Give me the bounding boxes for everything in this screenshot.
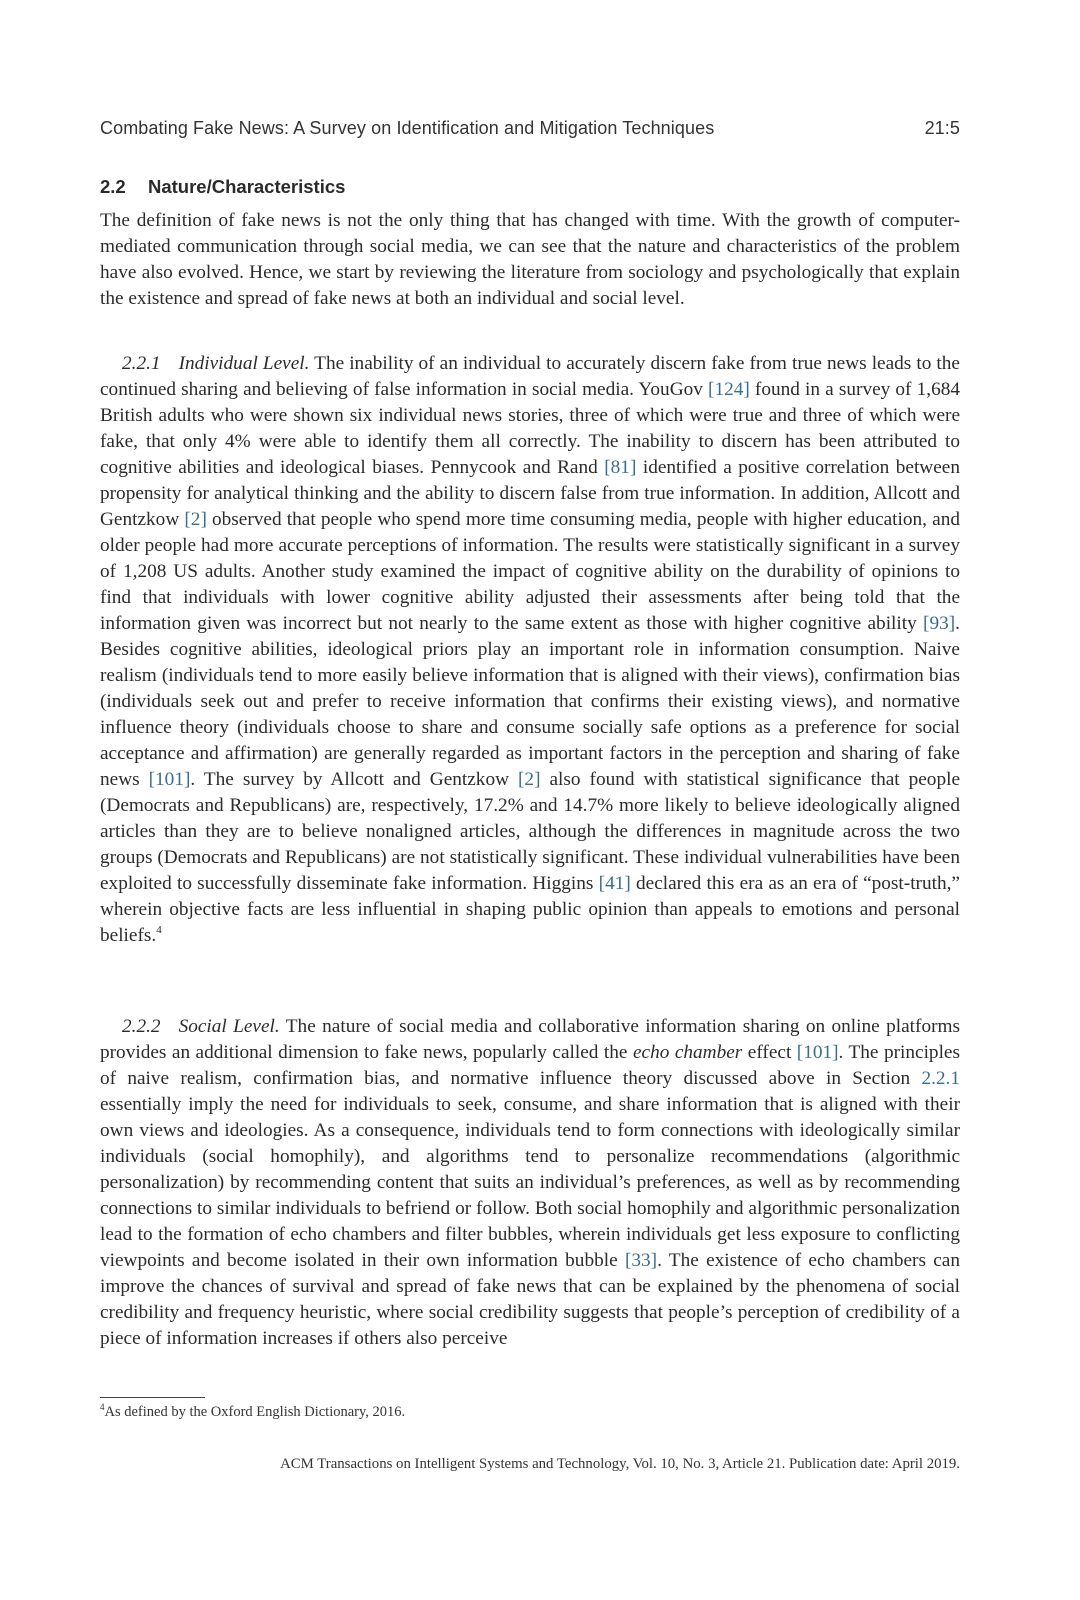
text-segment: effect xyxy=(742,1042,797,1063)
footnote-divider xyxy=(100,1397,205,1398)
subsection-number: 2.2.2 xyxy=(122,1016,161,1037)
citation-link[interactable]: [101] xyxy=(796,1042,839,1063)
citation-link[interactable]: [124] xyxy=(708,379,750,400)
intro-paragraph: The definition of fake news is not the only thing that has changed with time. With the growth of computer-mediated communication through social media, we can see that the nature and characteristics of the problem have also evolved. Hence, we start by reviewing the literature from sociology and psychologically that explain the existence and spread of fake news at both an individual and social level. xyxy=(100,210,960,309)
footnote-marker[interactable]: 4 xyxy=(156,924,162,936)
text-segment: found in a survey of 1,684 British adults who were shown six individual news stories, three of which were true and three of which were fake, that only 4% were able to identify them all correctly. The inability to discern has been attributed to cognitive abilities and ideological biases. Pennycook and Rand xyxy=(100,379,960,478)
running-footer: ACM Transactions on Intelligent Systems and Technology, Vol. 10, No. 3, Article 21. Publication date: April 2019. xyxy=(280,1456,960,1472)
text-segment: . The existence of echo chambers can improve the chances of survival and spread of fake news that can be explained by the phenomena of social credibility and frequency heuristic, where social credibility suggests that people’s perception of credibility of a piece of information increases if others also perceive xyxy=(100,1250,960,1349)
text-segment: observed that people who spend more time consuming media, people with higher education, and older people had more accurate perceptions of information. The results were statistically significant in a survey of 1,208 US adults. Another study examined the impact of cognitive ability on the durability of opinions to find that individuals with lower cognitive ability adjusted their assessments after being told that the information given was incorrect but not nearly to the same extent as those with higher cognitive ability xyxy=(100,509,960,634)
emphasized-term: echo chamber xyxy=(632,1042,743,1063)
individual-level-paragraph xyxy=(100,351,960,949)
text-segment: . The survey by Allcott and Gentzkow xyxy=(190,769,519,790)
page-number: 21:5 xyxy=(924,118,960,138)
social-level-paragraph xyxy=(100,1014,960,1352)
section-reference-link[interactable]: 2.2.1 xyxy=(921,1068,960,1089)
subsection-title: Individual Level. xyxy=(178,353,310,374)
footnote xyxy=(100,1404,405,1421)
citation-link[interactable]: [41] xyxy=(598,873,631,894)
section-number: 2.2 xyxy=(100,176,126,197)
subsection-title: Social Level. xyxy=(178,1016,280,1037)
citation-link[interactable]: [93] xyxy=(923,613,956,634)
section-heading xyxy=(100,176,345,198)
text-segment: essentially imply the need for individuals to seek, consume, and share information that is aligned with their own views and ideologies. As a consequence, individuals tend to form connections with ideologically similar individuals (social homophily), and algorithms tend to personalize recommendations (algorithmic personalization) by recommending content that suits an individual’s preferences, as well as by recommending connections to similar individuals to befriend or follow. Both social homophily and algorithmic personalization lead to the formation of echo chambers and filter bubbles, wherein individuals get less exposure to conflicting viewpoints and become isolated in their own information bubble xyxy=(100,1094,960,1271)
running-header xyxy=(100,118,960,139)
text-segment: also found with statistical significance that people (Democrats and Republicans) are, respectively, 17.2% and 14.7% more likely to believe ideologically aligned articles than they are to believe nonaligned articles, although the differences in magnitude across the two groups (Democrats and Republicans) are not statistically significant. These individual vulnerabilities have been exploited to successfully disseminate fake information. Higgins xyxy=(100,769,961,894)
running-title: Combating Fake News: A Survey on Identification and Mitigation Techniques xyxy=(100,118,715,138)
text-segment: . Besides cognitive abilities, ideological priors play an important role in information consumption. Naive realism (individuals tend to more easily believe information that is aligned with their views), confirmation bias (individuals seek out and prefer to receive information that confirms their existing views), and normative influence theory (individuals choose to share and consume socially safe options as a preference for social acceptance and affirmation) are generally regarded as important factors in the perception and sharing of fake news xyxy=(100,613,960,790)
subsection-number: 2.2.1 xyxy=(122,353,161,374)
section-title: Nature/Characteristics xyxy=(148,176,346,197)
citation-link[interactable]: [2] xyxy=(184,509,207,530)
text-segment: identified a positive correlation between propensity for analytical thinking and the ability to discern false from true information. In addition, Allcott and Gentzkow xyxy=(100,457,960,530)
footnote-text: As defined by the Oxford English Dictionary, 2016. xyxy=(104,1404,406,1420)
citation-link[interactable]: [2] xyxy=(518,769,541,790)
text-segment: The inability of an individual to accurately discern fake from true news leads to the continued sharing and believing of false information in social media. YouGov xyxy=(100,353,960,400)
text-segment: The nature of social media and collaborative information sharing on online platforms provides an additional dimension to fake news, popularly called the xyxy=(100,1016,961,1063)
citation-link[interactable]: [81] xyxy=(604,457,637,478)
footnote-number: 4 xyxy=(100,1402,105,1412)
text-segment: . The principles of naive realism, confirmation bias, and normative influence theory discussed above in Section xyxy=(100,1042,960,1089)
text-segment: declared this era as an era of “post-truth,” wherein objective facts are less influential in shaping public opinion than appeals to emotions and personal beliefs. xyxy=(100,873,960,946)
citation-link[interactable]: [33] xyxy=(624,1250,658,1271)
citation-link[interactable]: [101] xyxy=(148,769,191,790)
